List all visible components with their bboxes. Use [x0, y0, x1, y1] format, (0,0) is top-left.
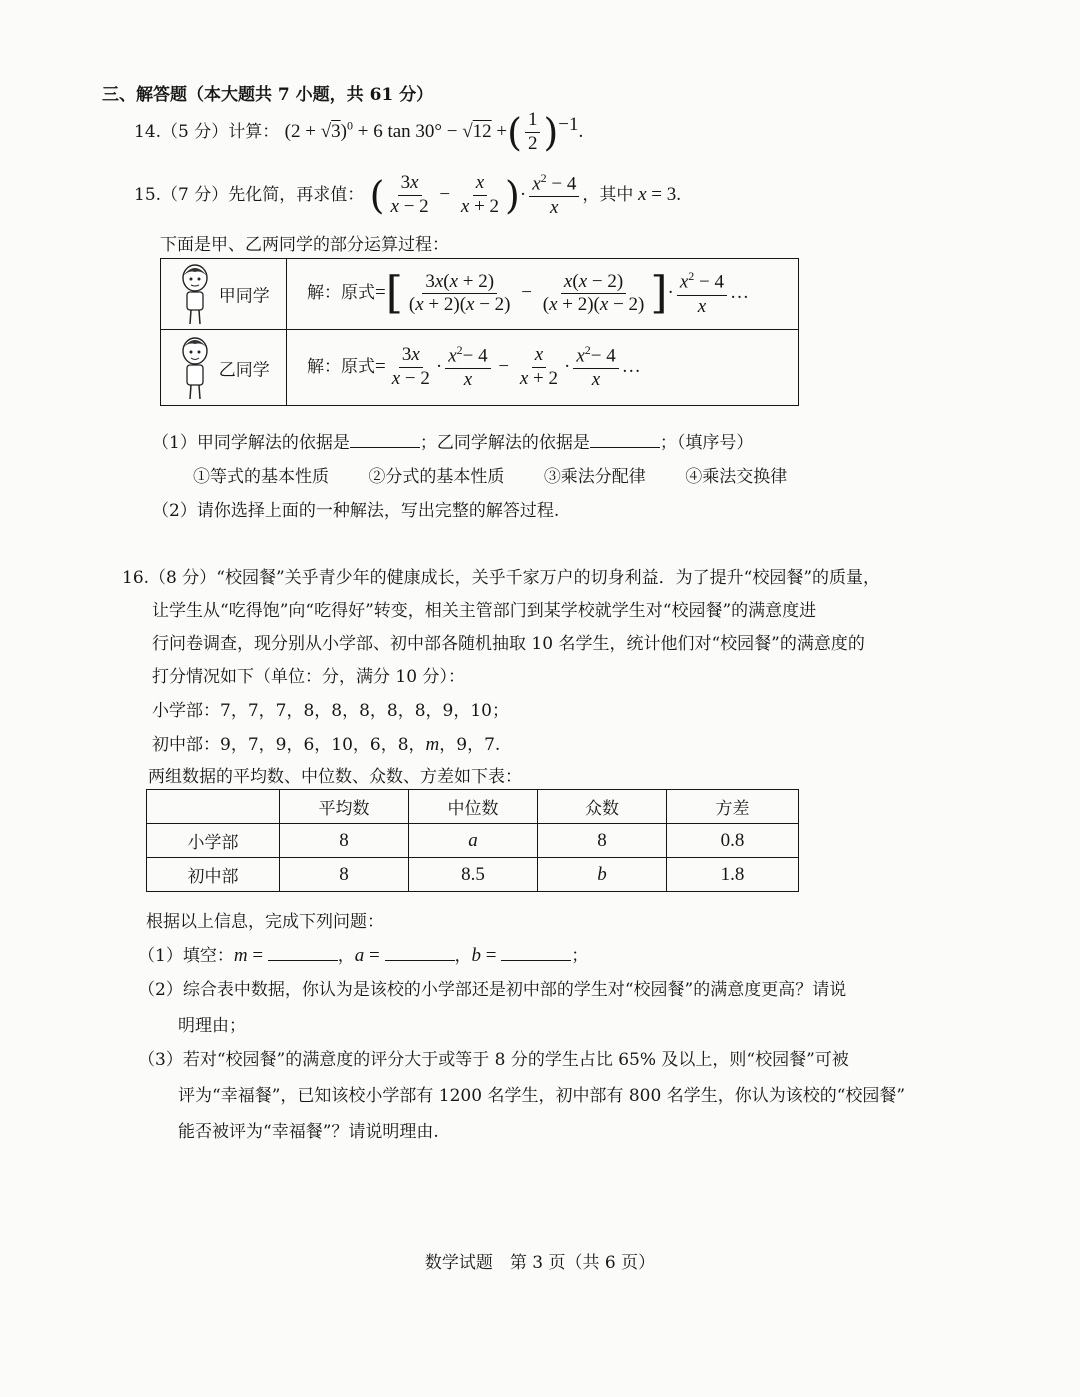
q14-label: 14.（5 分）计算：	[134, 121, 280, 142]
blank-a[interactable]	[350, 447, 420, 448]
q16-junior-data: 初中部：9，7，9，6，10，6，8，m，9，7.	[152, 734, 501, 755]
header-empty	[147, 790, 280, 824]
table-row	[147, 824, 799, 858]
q15-sub1	[152, 428, 753, 453]
table-row	[147, 858, 799, 892]
question-15: 15.（7 分）先化简，再求值： ( $\frac{3x}{x - 2}$ − $\frac{x}{x + 2}$ )· $\frac{x^2 - 4}{x}$ ，其中 x = 3.	[134, 171, 681, 219]
cell: 1.8	[667, 858, 799, 892]
cell: b	[538, 858, 667, 892]
q15-solution-table	[160, 258, 799, 406]
cell: 8	[538, 824, 667, 858]
header-mode: 众数	[538, 790, 667, 824]
cell: 8.5	[409, 858, 538, 892]
boy-a-icon	[177, 262, 213, 326]
row-label-primary: 小学部	[147, 824, 280, 858]
q16-sub3-line3: 能否被评为“幸福餐”？请说明理由.	[178, 1122, 439, 1142]
q16-sub3-line1: （3）若对“校园餐”的满意度的评分大于或等于 8 分的学生占比 65% 及以上，则“校园餐”可被	[138, 1050, 849, 1070]
page-footer: 数学试题 第 3 页（共 6 页）	[424, 1253, 656, 1273]
header-mean: 平均数	[280, 790, 409, 824]
student-a-label: 甲同学	[218, 286, 270, 307]
cell: 8	[280, 824, 409, 858]
blank-m[interactable]	[268, 960, 338, 961]
option-2: ②分式的基本性质	[368, 467, 505, 487]
q16-table-intro: 两组数据的平均数、中位数、众数、方差如下表：	[148, 767, 522, 787]
boy-b-icon	[177, 335, 213, 401]
row-label-junior: 初中部	[147, 858, 280, 892]
q16-sub1: （1）填空：m = ，a = ，b = ；	[138, 945, 589, 966]
jie-a: 解：原式	[307, 283, 375, 304]
q15-label: 15.（7 分）先化简，再求值：	[134, 185, 365, 206]
q16-sub2-line1: （2）综合表中数据，你认为是该校的小学部还是初中部的学生对“校园餐”的满意度更高？请说	[138, 980, 847, 1000]
q15-sub2: （2）请你选择上面的一种解法，写出完整的解答过程.	[152, 501, 560, 521]
q15-sub1-b: ；乙同学解法的依据是	[419, 433, 590, 453]
cell: 8	[280, 858, 409, 892]
q14-expression: $(2 + √3)^0 + 6$ tan 30° − √12 +	[284, 118, 508, 142]
q16-line3: 行问卷调查，现分别从小学部、初中部各随机抽取 10 名学生，统计他们对“校园餐”的满意度的	[152, 634, 865, 654]
q16-line2: 让学生从“吃得饱”向“吃得好”转变，相关主管部门到某学校就学生对“校园餐”的满意度进	[152, 601, 817, 621]
q15-sub1-c: ；（填序号）	[659, 433, 754, 453]
q16-sub1-label: （1）填空：	[138, 946, 234, 966]
junior-a: 初中部：9，7，9，6，10，6，8，	[152, 735, 426, 755]
q16-line4: 打分情况如下（单位：分，满分 10 分）：	[152, 667, 465, 687]
header-variance: 方差	[667, 790, 799, 824]
blank-b-value[interactable]	[501, 960, 571, 961]
q15-options	[193, 462, 787, 487]
option-1: ①等式的基本性质	[193, 467, 329, 487]
option-4: ④乘法交换律	[685, 467, 788, 487]
section-title: 三、解答题（本大题共 7 小题，共 61 分）	[102, 85, 434, 105]
header-median: 中位数	[409, 790, 538, 824]
student-b-label: 乙同学	[218, 360, 270, 380]
student-a-work: 解：原式=[ $\frac{3x(x + 2)}{(x + 2)(x - 2)}$ − $\frac{x(x - 2)}{(x + 2)(x - 2)}$ ]· $\frac{x^2 - 4}{x}$ …	[287, 259, 799, 330]
q16-sub2-line2: 明理由；	[178, 1016, 246, 1036]
cell: a	[409, 824, 538, 858]
q15-intro: 下面是甲、乙两同学的部分运算过程：	[160, 235, 449, 255]
student-b-cell	[161, 330, 287, 406]
blank-a-value[interactable]	[385, 960, 455, 961]
q16-prompt: 根据以上信息，完成下列问题：	[146, 912, 384, 932]
q16-sub3-line2: 评为“幸福餐”，已知该校小学部有 1200 名学生，初中部有 800 名学生，你认为该校的“校园餐”	[178, 1086, 906, 1106]
q15-sub1-a: （1）甲同学解法的依据是	[152, 433, 350, 453]
student-a-cell	[161, 259, 287, 330]
q16-primary-data: 小学部：7，7，7，8，8，8，8，8，9，10；	[152, 701, 509, 721]
option-3: ③乘法分配律	[543, 467, 646, 487]
cell: 0.8	[667, 824, 799, 858]
junior-b: ，9，7.	[439, 735, 501, 755]
q16-line1: 16.（8 分）“校园餐”关乎青少年的健康成长，关乎千家万户的切身利益．为了提升“校园餐”的质量，	[122, 568, 881, 588]
q15-condition: ，其中	[582, 185, 634, 206]
blank-b[interactable]	[590, 447, 660, 448]
student-b-work: 解：原式= $\frac{3x}{x - 2}$ · $\frac{x^2- 4}{x}$ − $\frac{x}{x + 2}$ · $\frac{x^2- 4}{x}$ …	[287, 330, 799, 406]
stats-header-row	[147, 790, 799, 824]
stats-table	[146, 789, 799, 892]
q15-cond-val: = 3.	[651, 184, 681, 206]
question-14: 14.（5 分）计算： $(2 + √3)^0 + 6$ tan 30° − √12 +( $\frac{1}{2}$ )$^{-1}$.	[134, 109, 584, 155]
jie-b: 解：原式	[307, 356, 375, 377]
